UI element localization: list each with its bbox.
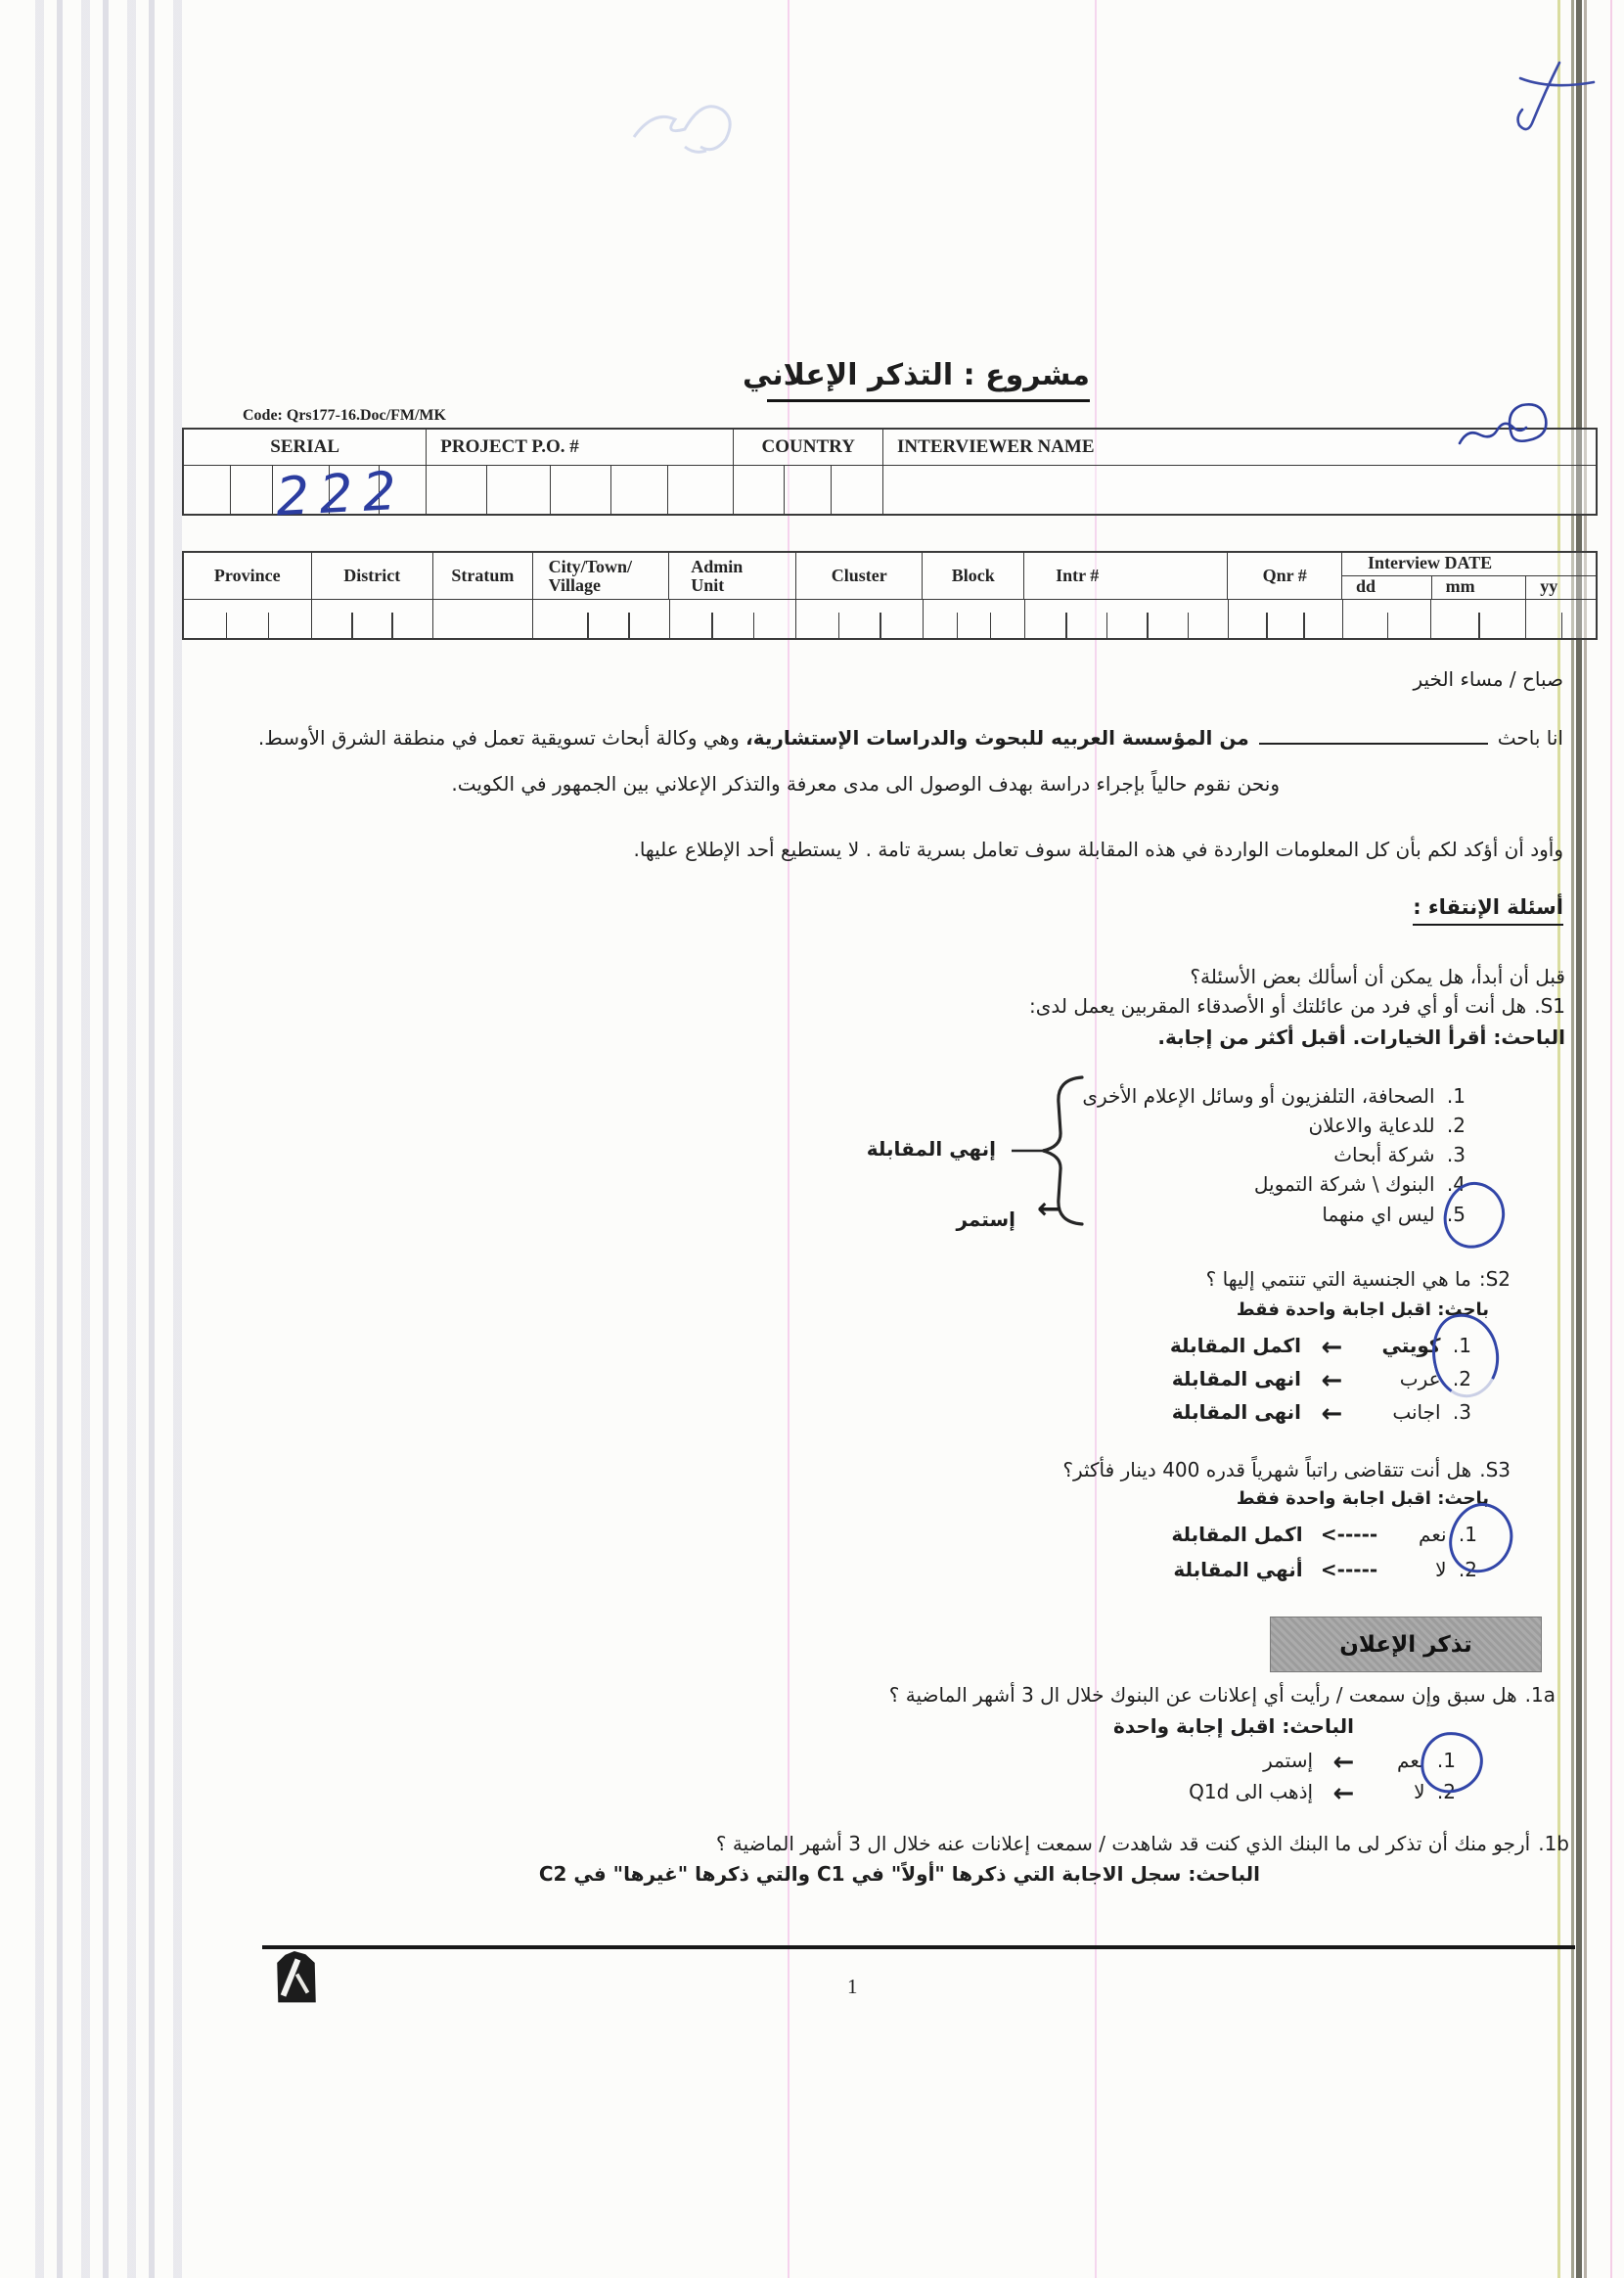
- serial-handwritten-value: 222: [274, 459, 408, 528]
- code-label: Code: Qrs177-16.Doc/FM/MK: [243, 407, 446, 424]
- option-label: عرب: [1399, 1367, 1441, 1390]
- dd-label: dd: [1355, 576, 1376, 596]
- option-result: اكمل المقابلة: [1171, 1523, 1303, 1546]
- left-arrow-icon: ←: [1332, 1748, 1355, 1777]
- option-number: 2.: [1446, 1114, 1466, 1137]
- left-arrow-icon: ←: [1321, 1333, 1343, 1362]
- option-number: 1.: [1446, 1084, 1466, 1108]
- question-s1-id: S1.: [1534, 994, 1565, 1018]
- country-header: COUNTRY: [733, 430, 882, 465]
- s1-option-2: [1308, 1114, 1466, 1137]
- s1-option-1: [1082, 1084, 1466, 1108]
- question-s1-text: هل أنت أو أي فرد من عائلتك أو الأصدقاء المقربين يعمل لدى:: [1029, 994, 1527, 1018]
- option-result: انهى المقابلة: [1171, 1400, 1302, 1424]
- s3-option-1: [1171, 1523, 1477, 1546]
- option-label: شركة أبحاث: [1333, 1143, 1435, 1166]
- option-number: 5.: [1446, 1203, 1466, 1226]
- question-s1: [1029, 994, 1565, 1018]
- option-number: 2.: [1452, 1367, 1471, 1390]
- option-number: 1.: [1436, 1749, 1456, 1772]
- s2-option-3: [1172, 1399, 1471, 1429]
- question-1b-note: الباحث: سجل الاجابة التي ذكرها "أولاً" في C1 والتي ذكرها "غيرها" في C2: [538, 1862, 1260, 1886]
- option-result: اكمل المقابلة: [1169, 1334, 1302, 1357]
- continue-arrow-icon: ←: [1037, 1192, 1062, 1226]
- option-label: لا: [1414, 1780, 1425, 1803]
- yy-label: yy: [1525, 576, 1596, 599]
- option-label: نعم: [1397, 1749, 1425, 1772]
- cluster-header: Cluster: [795, 553, 923, 599]
- organization-name: من المؤسسة العربيه للبحوث والدراسات الإستشارية،: [745, 726, 1249, 750]
- q1a-option-2: [1189, 1779, 1456, 1808]
- option-number: 2.: [1436, 1780, 1456, 1803]
- stratum-header: Stratum: [432, 553, 532, 599]
- left-arrow-icon: ←: [1321, 1366, 1343, 1395]
- scan-binding-stripes: [35, 0, 194, 2278]
- question-s3-note: باحث: اقبل اجابة واحدة فقط: [1236, 1488, 1489, 1509]
- s1-terminate-label: إنهي المقابلة: [866, 1137, 996, 1161]
- option-number: 1.: [1458, 1523, 1477, 1546]
- question-1b-text: أرجو منك أن تذكر لى ما البنك الذي كنت قد شاهدت / سمعت إعلانات عنه خلال ال 3 أشهر الماضية ؟: [715, 1832, 1531, 1855]
- interview-date-header: [1341, 553, 1596, 599]
- s3-option-2: [1173, 1558, 1477, 1581]
- scan-line-pink-1: [788, 0, 789, 2278]
- screening-intro: قبل أن أبدأ، هل يمكن أن أسألك بعض الأسئلة؟: [1190, 965, 1565, 988]
- question-1a-id: 1a.: [1524, 1683, 1556, 1707]
- left-arrow-icon: ←: [1321, 1399, 1343, 1429]
- option-label: الصحافة، التلفزيون أو وسائل الإعلام الأخرى: [1082, 1084, 1435, 1108]
- scan-edge-stripe: [1610, 0, 1612, 2278]
- dashed-arrow: <-----: [1320, 1558, 1378, 1581]
- question-s3: [1062, 1458, 1511, 1481]
- option-number: 2.: [1458, 1558, 1477, 1581]
- recall-section-header: تذكر الإعلان: [1270, 1617, 1542, 1672]
- header-table: [182, 428, 1598, 528]
- greeting: صباح / مساء الخير: [1413, 667, 1563, 691]
- district-header: District: [311, 553, 433, 599]
- scan-edge-stripe: [1571, 0, 1574, 2278]
- s2-option-1: [1170, 1333, 1471, 1362]
- option-label: كويتي: [1381, 1334, 1441, 1357]
- admin-unit-header: Admin Unit: [668, 553, 795, 599]
- dashed-arrow: <-----: [1320, 1523, 1378, 1546]
- option-label: للدعاية والاعلان: [1308, 1114, 1435, 1137]
- option-number: 1.: [1452, 1334, 1471, 1357]
- intro-start: انا باحث: [1497, 726, 1563, 750]
- project-po-header: PROJECT P.O. #: [426, 430, 733, 465]
- question-1a-note: الباحث: اقبل إجابة واحدة: [1113, 1714, 1354, 1738]
- serial-header: SERIAL: [270, 436, 340, 457]
- option-result: انهى المقابلة: [1171, 1367, 1302, 1390]
- question-1b-id: 1b.: [1538, 1832, 1569, 1855]
- confidentiality-note: وأود أن أؤكد لكم بأن كل المعلومات الواردة في هذه المقابلة سوف تعامل بسرية تامة . لا يستطيع أحد الإطلاع عليها.: [633, 838, 1563, 861]
- intro-rest: وهي وكالة أبحاث تسويقية تعمل في منطقة الشرق الأوسط.: [257, 726, 740, 750]
- scan-edge-stripe: [1576, 0, 1582, 2278]
- intro-line-1: [258, 726, 1563, 750]
- interview-date-label: Interview DATE: [1342, 553, 1596, 576]
- footer-separator-line: [262, 1945, 1575, 1949]
- block-header: Block: [922, 553, 1023, 599]
- option-number: 3.: [1452, 1400, 1471, 1424]
- question-s2-id: S2:: [1478, 1267, 1511, 1291]
- option-label: لا: [1435, 1558, 1447, 1581]
- s1-option-4: [1254, 1172, 1466, 1196]
- s1-continue-label: إستمر: [956, 1207, 1015, 1231]
- location-table: [182, 551, 1598, 640]
- city-town-village-header: City/Town/ Village: [532, 553, 669, 599]
- interviewer-name-header: INTERVIEWER NAME: [882, 430, 1596, 465]
- page-number: 1: [847, 1975, 858, 1998]
- question-s2-note: باحث: اقبل اجابة واحدة فقط: [1236, 1299, 1489, 1320]
- option-result: أنهي المقابلة: [1173, 1558, 1303, 1581]
- option-result: إذهب الى Q1d: [1189, 1780, 1314, 1803]
- question-s2: [1206, 1267, 1511, 1291]
- s2-option-2: [1172, 1366, 1471, 1395]
- question-s1-note: الباحث: أقرأ الخيارات. أقبل أكثر من إجابة.: [1157, 1025, 1565, 1049]
- option-number: 3.: [1446, 1143, 1466, 1166]
- option-label: البنوك \ شركة التمويل: [1253, 1172, 1435, 1196]
- ghost-handwriting: [634, 107, 730, 153]
- question-1b: [716, 1832, 1569, 1855]
- scan-edge-stripe: [1557, 0, 1560, 2278]
- screening-section-heading: أسئلة الإنتقاء :: [1413, 895, 1563, 926]
- fill-in-blank: [1259, 729, 1488, 745]
- s1-option-3: [1333, 1143, 1466, 1166]
- province-header: Province: [213, 566, 281, 586]
- qnr-number-header: Qnr #: [1227, 553, 1341, 599]
- option-label: اجانب: [1392, 1400, 1441, 1424]
- option-number: 4.: [1446, 1172, 1466, 1196]
- question-s3-text: هل أنت تتقاضى راتباً شهرياً قدره 400 دينار فأكثر؟: [1062, 1458, 1472, 1481]
- page-title: مشروع : التذكر الإعلاني: [767, 358, 1090, 402]
- option-label: ليس اي منهما: [1322, 1203, 1435, 1226]
- question-s2-text: ما هي الجنسية التي تنتمي إليها ؟: [1205, 1267, 1471, 1291]
- stamp-mark: [271, 1951, 322, 2004]
- option-label: نعم: [1419, 1523, 1447, 1546]
- option-result: إستمر: [1263, 1749, 1314, 1772]
- scan-line-pink-2: [1095, 0, 1097, 2278]
- pen-checkmark: [1518, 63, 1594, 129]
- question-s3-id: S3.: [1479, 1458, 1511, 1481]
- intro-line-2: ونحن نقوم حالياً بإجراء دراسة بهدف الوصول الى مدى معرفة والتذكر الإعلاني بين الجمهور في الكويت.: [451, 772, 1280, 796]
- location-table-entry-row: [184, 599, 1596, 638]
- mm-label: mm: [1431, 576, 1526, 599]
- intr-number-header: Intr #: [1023, 553, 1227, 599]
- scan-edge-stripe: [1584, 0, 1587, 2278]
- left-arrow-icon: ←: [1332, 1779, 1355, 1808]
- question-1a: [889, 1683, 1556, 1707]
- question-1a-text: هل سبق وإن سمعت / رأيت أي إعلانات عن البنوك خلال ال 3 أشهر الماضية ؟: [888, 1683, 1517, 1707]
